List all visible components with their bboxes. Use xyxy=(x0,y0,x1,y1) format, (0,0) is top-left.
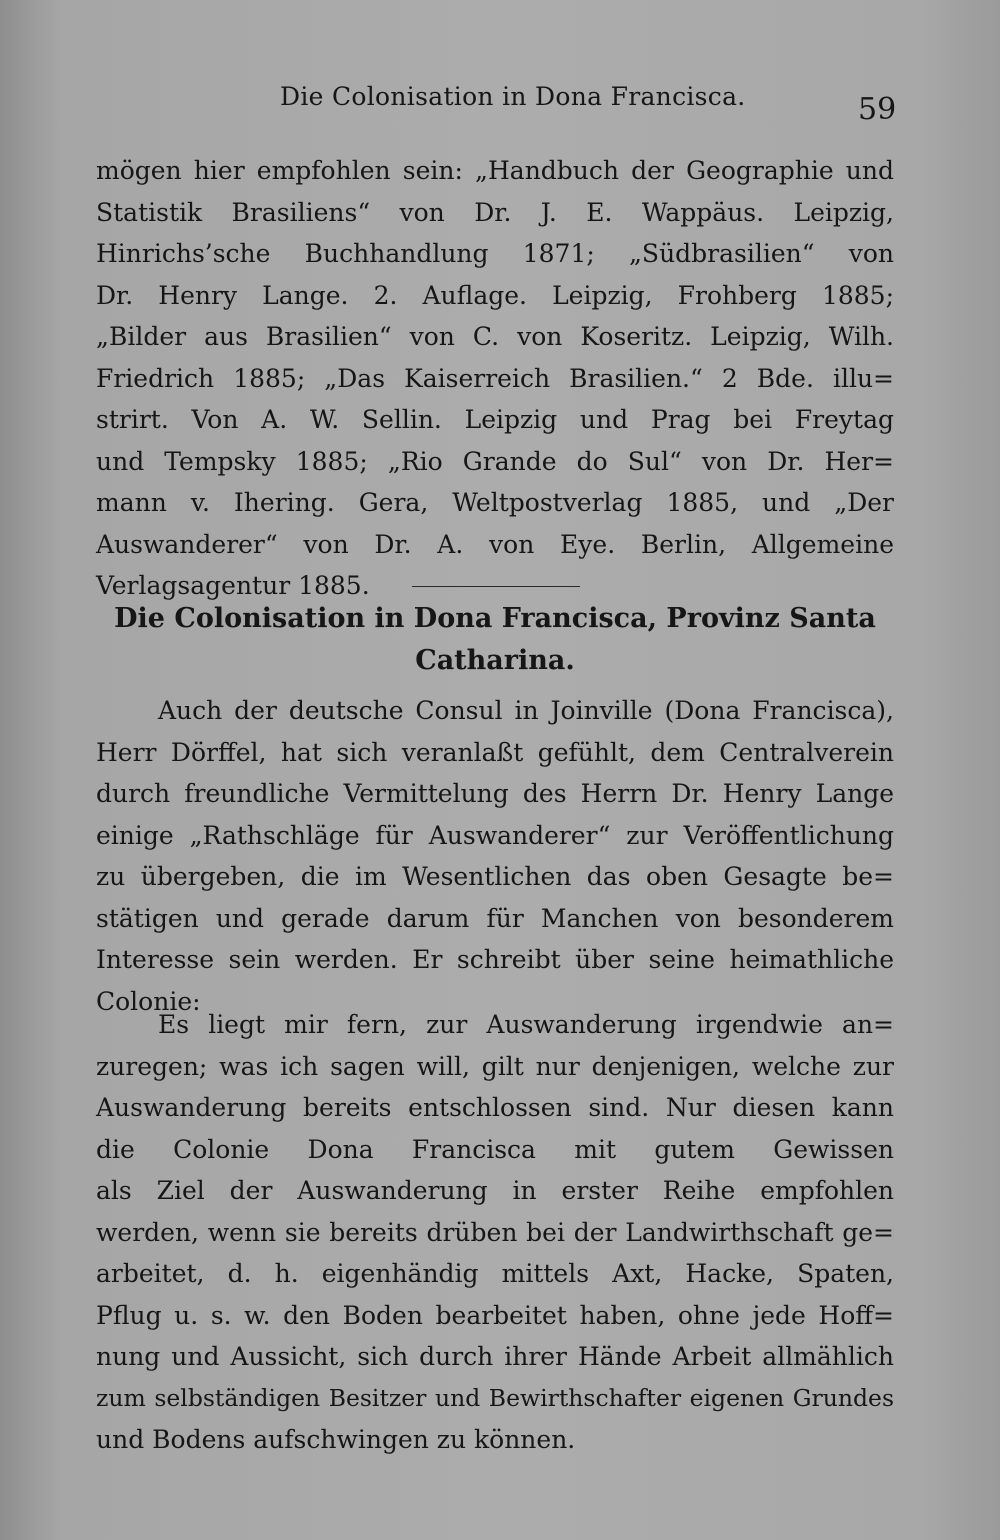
text-line: nung und Aussicht, sich durch ihrer Hände Arbeit allmählich xyxy=(96,1342,894,1371)
text-line: zum selbständigen Besitzer und Bewirthschafter eigenen Grundes xyxy=(96,1383,894,1412)
text-line: Auswanderung bereits entschlossen sind. Nur diesen kann xyxy=(96,1093,894,1122)
text-line: werden, wenn sie bereits drüben bei der Landwirthschaft ge= xyxy=(96,1217,894,1247)
text-line: als Ziel der Auswanderung in erster Reihe empfohlen xyxy=(96,1176,894,1205)
text-line: arbeitet, d. h. eigenhändig mittels Axt, Hacke, Spaten, xyxy=(96,1259,894,1288)
text-line: mögen hier empfohlen sein: „Handbuch der Geographie und xyxy=(96,156,894,185)
paragraph-book-references xyxy=(96,150,894,607)
paragraph-consul-letter xyxy=(96,1004,894,1461)
text-line: zu übergeben, die im Wesentlichen das oben Gesagte be= xyxy=(96,862,894,891)
text-line: zuregen; was ich sagen will, gilt nur denjenigen, welche zur xyxy=(96,1051,894,1081)
text-line: Auch der deutsche Consul in Joinville (Dona Francisca), xyxy=(158,696,894,725)
text-line: durch freundliche Vermittelung des Herrn Dr. Henry Lange xyxy=(96,779,894,808)
text-line: Colonie: xyxy=(96,986,201,1016)
text-line: Dr. Henry Lange. 2. Auflage. Leipzig, Frohberg 1885; xyxy=(96,280,894,310)
text-line: einige „Rathschläge für Auswanderer“ zur Veröffentlichung xyxy=(96,820,894,850)
text-line: Interesse sein werden. Er schreibt über seine heimathliche xyxy=(96,945,894,974)
text-line: die Colonie Dona Francisca mit gutem Gewissen xyxy=(96,1134,894,1164)
text-line: und Bodens aufschwingen zu können. xyxy=(96,1425,576,1454)
section-heading-line: Die Colonisation in Dona Francisca, Provinz Santa xyxy=(114,603,876,634)
text-line: Auswanderer“ von Dr. A. von Eye. Berlin, Allgemeine xyxy=(96,529,894,559)
text-line: Herr Dörffel, hat sich veranlaßt gefühlt, dem Centralverein xyxy=(96,737,894,767)
text-line: Statistik Brasiliens“ von Dr. J. E. Wappäus. Leipzig, xyxy=(96,197,894,227)
text-line: und Tempsky 1885; „Rio Grande do Sul“ von Dr. Her= xyxy=(96,446,894,476)
text-line: strirt. Von A. W. Sellin. Leipzig und Prag bei Freytag xyxy=(96,405,894,434)
text-line: Hinrichs’sche Buchhandlung 1871; „Südbrasilien“ von xyxy=(96,239,894,268)
page-number: 59 xyxy=(858,92,897,127)
text-line: Es liegt mir fern, zur Auswanderung irgendwie an= xyxy=(158,1010,894,1039)
section-heading xyxy=(96,598,894,682)
text-line: Friedrich 1885; „Das Kaiserreich Brasilien.“ 2 Bde. illu= xyxy=(96,363,894,393)
text-line: mann v. Ihering. Gera, Weltpostverlag 1885, und „Der xyxy=(96,488,894,517)
text-line: „Bilder aus Brasilien“ von C. von Koseritz. Leipzig, Wilh. xyxy=(96,322,894,351)
section-divider xyxy=(412,586,580,587)
text-line: stätigen und gerade darum für Manchen von besonderem xyxy=(96,903,894,933)
text-line: Pflug u. s. w. den Boden bearbeitet haben, ohne jede Hoff= xyxy=(96,1300,894,1330)
paragraph-consul-intro xyxy=(96,690,894,1022)
running-title: Die Colonisation in Dona Francisca. xyxy=(280,82,746,111)
text-line: Verlagsagentur 1885. xyxy=(96,571,370,600)
section-heading-line: Catharina. xyxy=(415,645,575,676)
